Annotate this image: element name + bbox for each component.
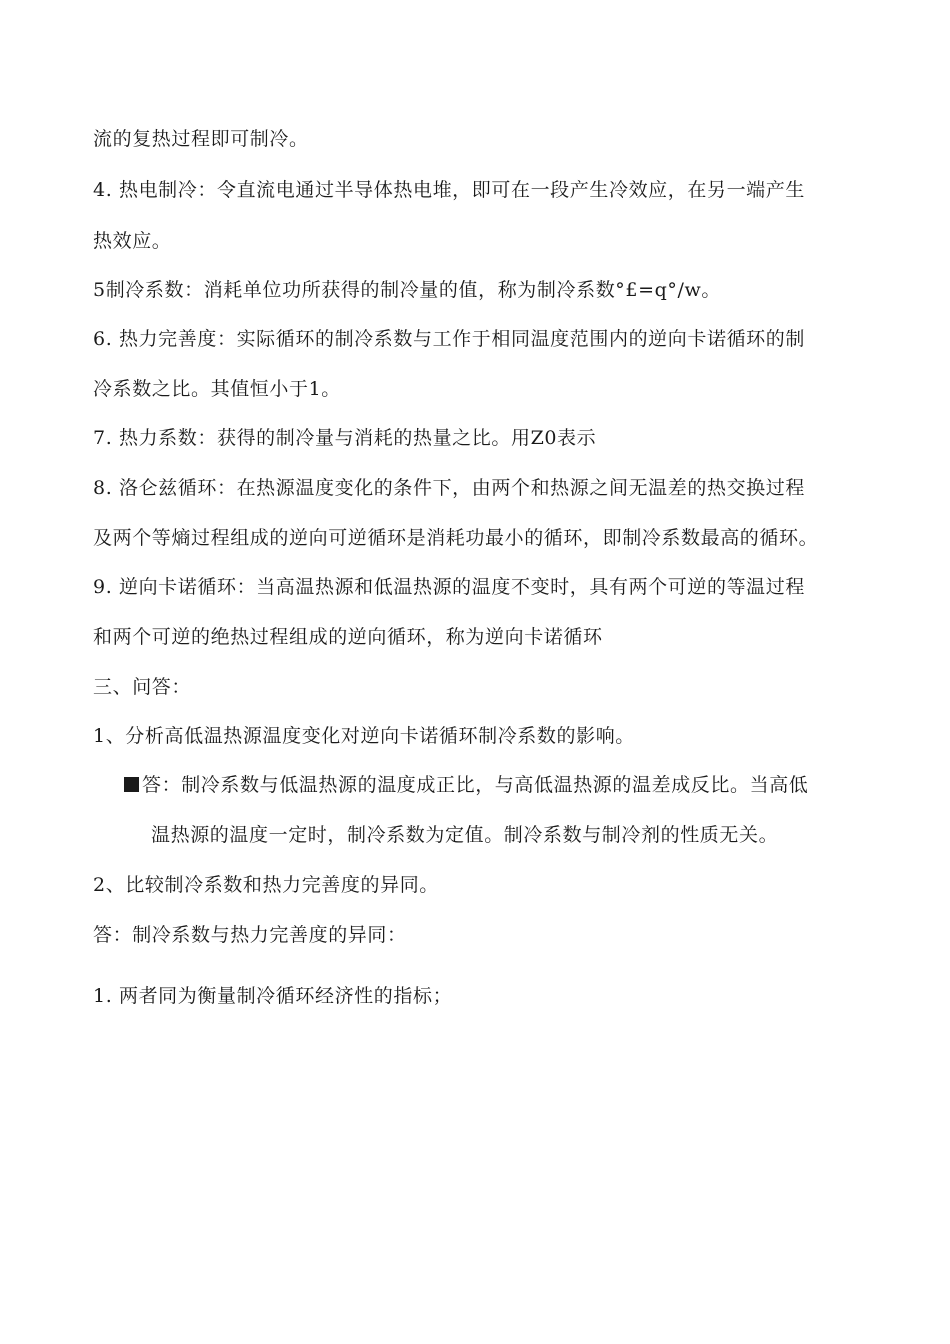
text-line: 6. 热力完善度：实际循环的制冷系数与工作于相同温度范围内的逆向卡诺循环的制: [93, 328, 805, 350]
square-bullet-icon: [124, 777, 139, 792]
answer-1-text: 答：制冷系数与低温热源的温度成正比，与高低温热源的温差成反比。当高低: [142, 774, 809, 796]
section-heading: 三、问答：: [93, 676, 192, 698]
text-line: 7. 热力系数：获得的制冷量与消耗的热量之比。用Z0表示: [93, 427, 597, 449]
text-line: 热效应。: [93, 230, 172, 252]
text-line: 冷系数之比。其值恒小于1。: [93, 378, 341, 400]
text-line: 流的复热过程即可制冷。: [93, 128, 309, 150]
text-line: 4. 热电制冷：令直流电通过半导体热电堆，即可在一段产生冷效应，在另一端产生: [93, 179, 805, 201]
text-line: 9. 逆向卡诺循环：当高温热源和低温热源的温度不变时，具有两个可逆的等温过程: [93, 576, 805, 598]
list-item-1: 1. 两者同为衡量制冷循环经济性的指标；: [93, 985, 453, 1007]
question-1: 1、分析高低温热源温度变化对逆向卡诺循环制冷系数的影响。: [93, 725, 635, 747]
answer-2: 答：制冷系数与热力完善度的异同：: [93, 924, 407, 946]
answer-1-line-2: 温热源的温度一定时，制冷系数为定值。制冷系数与制冷剂的性质无关。: [151, 824, 779, 846]
text-line: 5制冷系数：消耗单位功所获得的制冷量的值，称为制冷系数°£=q°/w。: [93, 279, 721, 301]
text-line: 及两个等熵过程组成的逆向可逆循环是消耗功最小的循环，即制冷系数最高的循环。: [93, 527, 819, 549]
text-line: 和两个可逆的绝热过程组成的逆向循环，称为逆向卡诺循环: [93, 626, 603, 648]
text-line: 8. 洛仑兹循环：在热源温度变化的条件下，由两个和热源之间无温差的热交换过程: [93, 477, 805, 499]
question-2: 2、比较制冷系数和热力完善度的异同。: [93, 874, 439, 896]
answer-1-line-1: [124, 773, 808, 797]
